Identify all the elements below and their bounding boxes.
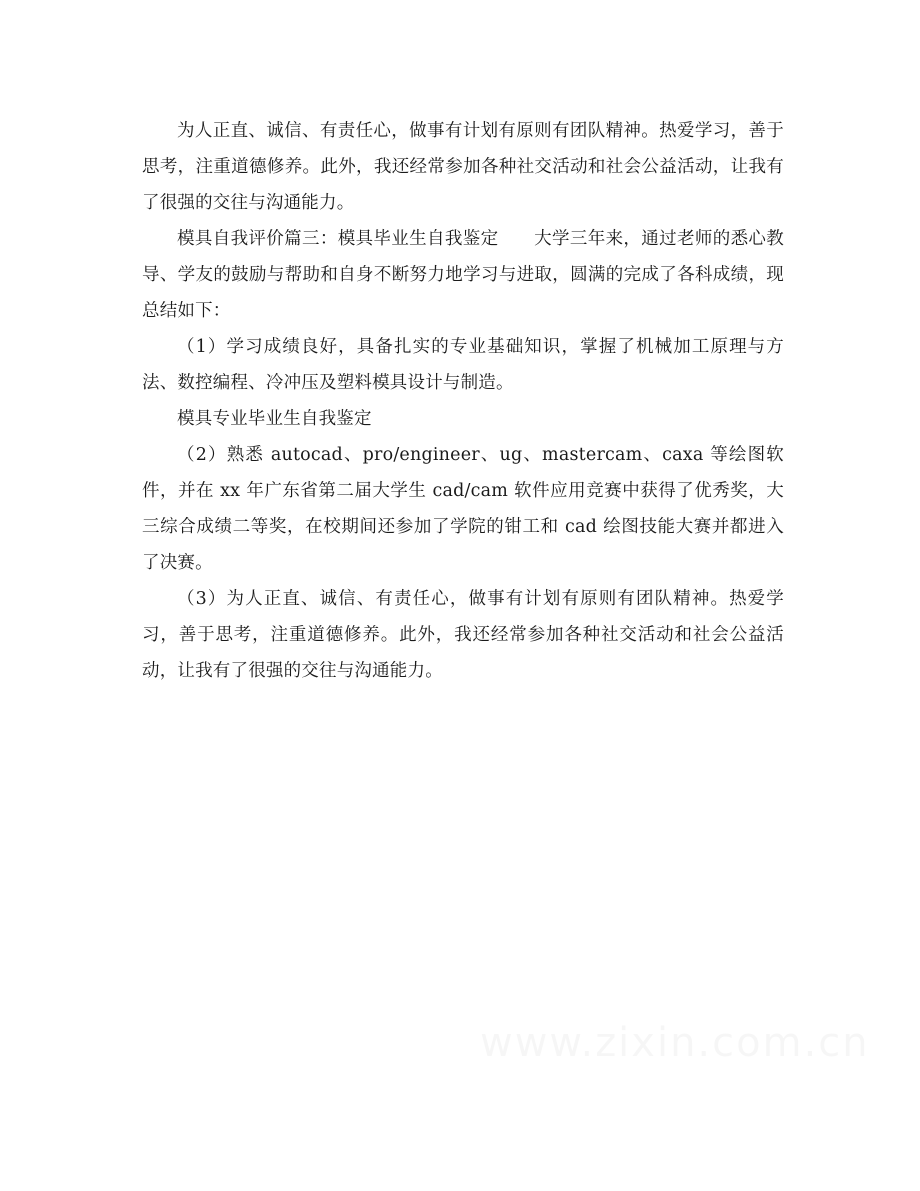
paragraph-1: 为人正直、诚信、有责任心，做事有计划有原则有团队精神。热爱学习，善于思考，注重道德修养。此外，我还经常参加各种社交活动和社会公益活动，让我有了很强的交往与沟通能力。 — [142, 121, 784, 213]
document-body — [142, 113, 784, 689]
paragraph-2: 模具自我评价篇三：模具毕业生自我鉴定 大学三年来，通过老师的悉心教导、学友的鼓励与帮助和自身不断努力地学习与进取，圆满的完成了各科成绩，现总结如下： — [142, 229, 784, 321]
paragraph-3: （1）学习成绩良好，具备扎实的专业基础知识，掌握了机械加工原理与方法、数控编程、冷冲压及塑料模具设计与制造。 — [142, 337, 784, 393]
paragraph-5: （3）为人正直、诚信、有责任心，做事有计划有原则有团队精神。热爱学习，善于思考，注重道德修养。此外，我还经常参加各种社交活动和社会公益活动，让我有了很强的交往与沟通能力。 — [142, 589, 784, 681]
watermark — [480, 1020, 870, 1066]
paragraph-heading: 模具专业毕业生自我鉴定 — [177, 409, 372, 429]
paragraph-4: （2）熟悉 autocad、pro/engineer、ug、mastercam、caxa 等绘图软件，并在 xx 年广东省第二届大学生 cad/cam 软件应用竞赛中获得了优秀奖，大三综合成绩二等奖，在校期间还参加了学院的钳工和 cad 绘图技能大赛并都进入了决赛。 — [142, 445, 784, 573]
